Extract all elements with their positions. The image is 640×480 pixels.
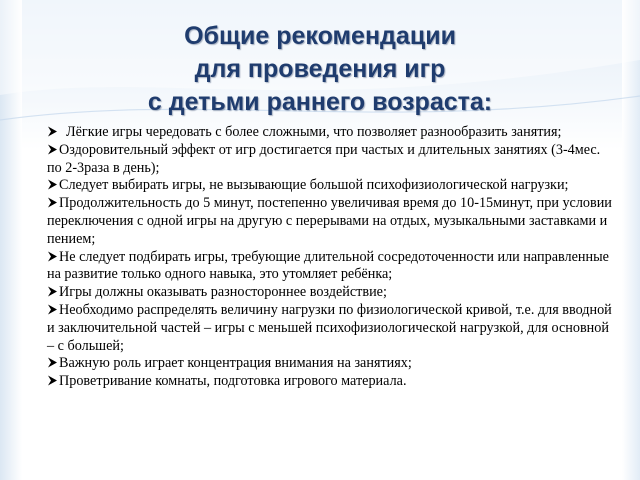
arrow-bullet-icon [47, 251, 58, 262]
list-item-text: Важную роль играет концентрация внимания на занятиях; [59, 355, 412, 372]
arrow-bullet-icon [47, 357, 58, 368]
list-item-text: Следует выбирать игры, не вызывающие большой психофизиологической нагрузки; [59, 177, 569, 194]
slide-title [120, 20, 520, 119]
list-item-text: Не следует подбирать игры, требующие длительной сосредоточенности или направленные на развитие только одного навыка, это утомляет ребёнка; [47, 248, 609, 283]
list-item [47, 284, 613, 302]
list-item-text: Оздоровительный эффект от игр достигается при частых и длительных занятиях (3-4мес. по 2-3раза в день); [47, 141, 601, 176]
list-item-text: Игры должны оказывать разностороннее воздействие; [59, 284, 387, 301]
list-item [47, 373, 613, 391]
recommendations-list [47, 124, 613, 391]
arrow-bullet-icon [47, 304, 58, 315]
title-line-2: для проведения игр [194, 55, 446, 83]
arrow-bullet-icon [47, 144, 58, 155]
arrow-bullet-icon [47, 179, 58, 190]
list-item [47, 249, 613, 285]
list-item [47, 177, 613, 195]
list-item [47, 195, 613, 248]
list-item-text: Лёгкие игры чередовать с более сложными, что позволяет разнообразить занятия; [66, 124, 562, 140]
list-item-text: Проветривание комнаты, подготовка игрового материала. [59, 373, 407, 390]
list-item [47, 142, 613, 178]
list-item [47, 355, 613, 373]
arrow-bullet-icon [47, 286, 58, 297]
list-item-text: Необходимо распределять величину нагрузки по физиологической кривой, т.е. для вводной и заключительной частей – игры с меньшей психофизиологической нагрузкой, для основной – с большей; [47, 301, 612, 354]
list-item-text: Продолжительность до 5 минут, постепенно увеличивая время до 10-15минут, при условии переключения с одной игры на другую с перерывами на отдых, музыкальными заставками и пением; [47, 195, 612, 247]
arrow-bullet-icon [47, 197, 58, 208]
list-item [47, 302, 613, 355]
list-item [47, 124, 613, 142]
title-line-3: с детьми раннего возраста: [147, 88, 493, 116]
arrow-bullet-icon [47, 375, 58, 386]
title-line-1: Общие рекомендации [184, 22, 456, 50]
arrow-bullet-icon [47, 126, 58, 137]
